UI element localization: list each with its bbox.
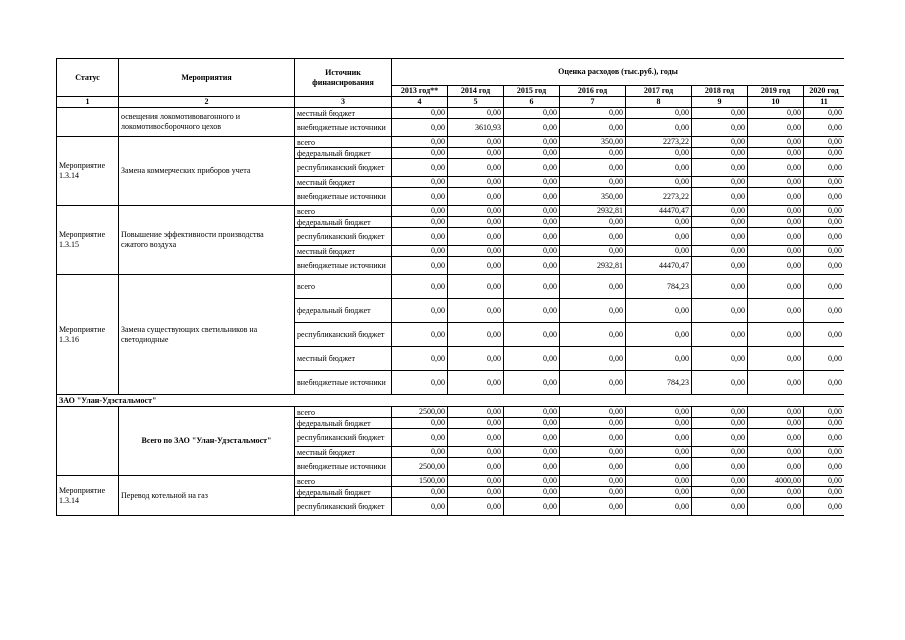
value-cell: 0,00 <box>804 476 845 487</box>
source-cell: федеральный бюджет <box>295 148 392 159</box>
value-cell: 0,00 <box>804 188 845 206</box>
value-cell: 784,23 <box>626 371 692 395</box>
value-cell: 0,00 <box>504 418 560 429</box>
value-cell: 44470,47 <box>626 257 692 275</box>
value-cell: 0,00 <box>560 447 626 458</box>
value-cell: 0,00 <box>392 246 448 257</box>
status-cell: Мероприятие 1.3.14 <box>57 476 119 516</box>
value-cell: 0,00 <box>560 371 626 395</box>
value-cell: 0,00 <box>804 418 845 429</box>
source-cell: федеральный бюджет <box>295 299 392 323</box>
value-cell: 0,00 <box>504 371 560 395</box>
value-cell: 0,00 <box>692 447 748 458</box>
value-cell: 0,00 <box>448 257 504 275</box>
value-cell: 0,00 <box>504 228 560 246</box>
value-cell: 0,00 <box>626 108 692 119</box>
value-cell: 0,00 <box>392 498 448 516</box>
value-cell: 0,00 <box>560 108 626 119</box>
value-cell: 0,00 <box>392 108 448 119</box>
value-cell: 0,00 <box>448 148 504 159</box>
value-cell: 0,00 <box>560 275 626 299</box>
header-year-7: 2019 год <box>748 86 804 97</box>
header-event: Мероприятия <box>119 59 295 97</box>
value-cell: 0,00 <box>392 275 448 299</box>
header-col-number-8: 8 <box>626 97 692 108</box>
value-cell: 0,00 <box>804 371 845 395</box>
value-cell: 0,00 <box>448 323 504 347</box>
value-cell: 0,00 <box>748 347 804 371</box>
value-cell: 0,00 <box>560 429 626 447</box>
source-cell: местный бюджет <box>295 447 392 458</box>
value-cell: 0,00 <box>560 407 626 418</box>
value-cell: 0,00 <box>626 458 692 476</box>
value-cell: 0,00 <box>692 458 748 476</box>
value-cell: 0,00 <box>504 476 560 487</box>
header-year-2: 2014 год <box>448 86 504 97</box>
header-col-number-5: 5 <box>448 97 504 108</box>
header-col-number-7: 7 <box>560 97 626 108</box>
value-cell: 0,00 <box>748 108 804 119</box>
source-cell: республиканский бюджет <box>295 323 392 347</box>
value-cell: 0,00 <box>392 217 448 228</box>
header-year-6: 2018 год <box>692 86 748 97</box>
value-cell: 0,00 <box>504 407 560 418</box>
value-cell: 0,00 <box>626 418 692 429</box>
value-cell: 0,00 <box>692 108 748 119</box>
value-cell: 0,00 <box>626 407 692 418</box>
header-col-number-6: 6 <box>504 97 560 108</box>
value-cell: 2500,00 <box>392 458 448 476</box>
value-cell: 0,00 <box>804 429 845 447</box>
source-cell: местный бюджет <box>295 347 392 371</box>
value-cell: 0,00 <box>448 228 504 246</box>
value-cell: 0,00 <box>626 476 692 487</box>
value-cell: 0,00 <box>560 246 626 257</box>
value-cell: 0,00 <box>626 159 692 177</box>
value-cell: 0,00 <box>692 498 748 516</box>
value-cell: 0,00 <box>560 177 626 188</box>
source-cell: федеральный бюджет <box>295 487 392 498</box>
table-row <box>57 108 845 119</box>
value-cell: 2932,81 <box>560 206 626 217</box>
value-cell: 2500,00 <box>392 407 448 418</box>
source-cell: всего <box>295 407 392 418</box>
value-cell: 0,00 <box>392 487 448 498</box>
value-cell: 0,00 <box>560 119 626 137</box>
header-year-4: 2016 год <box>560 86 626 97</box>
source-cell: республиканский бюджет <box>295 498 392 516</box>
source-cell: внебюджетные источники <box>295 371 392 395</box>
value-cell: 0,00 <box>692 323 748 347</box>
source-cell: федеральный бюджет <box>295 418 392 429</box>
value-cell: 0,00 <box>804 447 845 458</box>
value-cell: 0,00 <box>448 159 504 177</box>
table-header <box>57 59 845 108</box>
value-cell: 0,00 <box>748 246 804 257</box>
value-cell: 0,00 <box>448 177 504 188</box>
value-cell: 0,00 <box>392 137 448 148</box>
value-cell: 4000,00 <box>748 476 804 487</box>
value-cell: 0,00 <box>748 323 804 347</box>
value-cell: 0,00 <box>748 217 804 228</box>
value-cell: 0,00 <box>748 177 804 188</box>
value-cell: 0,00 <box>804 347 845 371</box>
value-cell: 0,00 <box>392 447 448 458</box>
table-row <box>57 407 845 418</box>
value-cell: 0,00 <box>692 137 748 148</box>
value-cell: 0,00 <box>504 447 560 458</box>
value-cell: 350,00 <box>560 188 626 206</box>
value-cell: 0,00 <box>804 206 845 217</box>
source-cell: федеральный бюджет <box>295 217 392 228</box>
value-cell: 0,00 <box>504 119 560 137</box>
value-cell: 0,00 <box>504 257 560 275</box>
value-cell: 0,00 <box>692 257 748 275</box>
value-cell: 0,00 <box>560 217 626 228</box>
value-cell: 0,00 <box>392 418 448 429</box>
value-cell: 0,00 <box>804 407 845 418</box>
source-cell: местный бюджет <box>295 177 392 188</box>
value-cell: 2273,22 <box>626 137 692 148</box>
value-cell: 0,00 <box>626 217 692 228</box>
header-year-8: 2020 год <box>804 86 845 97</box>
value-cell: 0,00 <box>804 177 845 188</box>
source-cell: внебюджетные источники <box>295 188 392 206</box>
value-cell: 0,00 <box>392 299 448 323</box>
value-cell: 0,00 <box>804 257 845 275</box>
value-cell: 0,00 <box>448 217 504 228</box>
value-cell: 0,00 <box>748 275 804 299</box>
value-cell: 2273,22 <box>626 188 692 206</box>
value-cell: 0,00 <box>692 228 748 246</box>
value-cell: 0,00 <box>804 159 845 177</box>
value-cell: 2932,81 <box>560 257 626 275</box>
value-cell: 0,00 <box>692 299 748 323</box>
header-estimate: Оценка расходов (тыс.руб.), годы <box>392 59 845 86</box>
value-cell: 0,00 <box>626 228 692 246</box>
value-cell: 0,00 <box>392 188 448 206</box>
value-cell: 0,00 <box>626 447 692 458</box>
value-cell: 0,00 <box>804 228 845 246</box>
value-cell: 0,00 <box>392 119 448 137</box>
value-cell: 0,00 <box>748 188 804 206</box>
value-cell: 0,00 <box>560 487 626 498</box>
table-row <box>57 476 845 487</box>
value-cell: 0,00 <box>626 429 692 447</box>
value-cell: 0,00 <box>504 159 560 177</box>
value-cell: 0,00 <box>804 299 845 323</box>
value-cell: 0,00 <box>448 429 504 447</box>
value-cell: 0,00 <box>692 206 748 217</box>
value-cell: 0,00 <box>748 498 804 516</box>
header-status: Статус <box>57 59 119 97</box>
value-cell: 0,00 <box>692 371 748 395</box>
value-cell: 0,00 <box>804 108 845 119</box>
value-cell: 3610,93 <box>448 119 504 137</box>
value-cell: 784,23 <box>626 275 692 299</box>
value-cell: 0,00 <box>748 257 804 275</box>
source-cell: республиканский бюджет <box>295 159 392 177</box>
value-cell: 0,00 <box>504 498 560 516</box>
table-row <box>57 275 845 299</box>
value-cell: 0,00 <box>560 159 626 177</box>
header-col-number-3: 3 <box>295 97 392 108</box>
value-cell: 0,00 <box>504 137 560 148</box>
value-cell: 0,00 <box>504 458 560 476</box>
value-cell: 44470,47 <box>626 206 692 217</box>
value-cell: 0,00 <box>626 148 692 159</box>
value-cell: 0,00 <box>504 177 560 188</box>
value-cell: 0,00 <box>448 299 504 323</box>
table-body <box>57 108 845 516</box>
value-cell: 0,00 <box>804 498 845 516</box>
value-cell: 0,00 <box>804 148 845 159</box>
value-cell: 0,00 <box>804 246 845 257</box>
table-row <box>57 137 845 148</box>
value-cell: 0,00 <box>626 119 692 137</box>
event-cell: Замена коммерческих приборов учета <box>119 137 295 206</box>
header-year-1: 2013 год** <box>392 86 448 97</box>
value-cell: 0,00 <box>748 418 804 429</box>
value-cell: 0,00 <box>626 177 692 188</box>
value-cell: 0,00 <box>504 347 560 371</box>
source-cell: республиканский бюджет <box>295 228 392 246</box>
value-cell: 0,00 <box>692 275 748 299</box>
header-col-number-1: 1 <box>57 97 119 108</box>
value-cell: 350,00 <box>560 137 626 148</box>
value-cell: 0,00 <box>748 206 804 217</box>
value-cell: 0,00 <box>448 371 504 395</box>
value-cell: 0,00 <box>504 487 560 498</box>
value-cell: 0,00 <box>392 159 448 177</box>
table-row <box>57 206 845 217</box>
document-page <box>56 58 844 578</box>
header-col-number-9: 9 <box>692 97 748 108</box>
value-cell: 0,00 <box>448 246 504 257</box>
value-cell: 0,00 <box>448 347 504 371</box>
value-cell: 0,00 <box>692 119 748 137</box>
value-cell: 0,00 <box>748 148 804 159</box>
header-col-number-4: 4 <box>392 97 448 108</box>
value-cell: 0,00 <box>392 323 448 347</box>
value-cell: 0,00 <box>748 487 804 498</box>
header-numbers-row <box>57 97 845 108</box>
value-cell: 0,00 <box>504 148 560 159</box>
value-cell: 0,00 <box>692 347 748 371</box>
value-cell: 0,00 <box>748 137 804 148</box>
source-cell: всего <box>295 275 392 299</box>
value-cell: 0,00 <box>804 487 845 498</box>
value-cell: 0,00 <box>560 347 626 371</box>
source-cell: всего <box>295 206 392 217</box>
value-cell: 0,00 <box>560 418 626 429</box>
status-cell <box>57 407 119 476</box>
header-col-number-2: 2 <box>119 97 295 108</box>
value-cell: 0,00 <box>692 188 748 206</box>
status-cell <box>57 108 119 137</box>
value-cell: 0,00 <box>692 148 748 159</box>
value-cell: 0,00 <box>504 323 560 347</box>
value-cell: 0,00 <box>748 371 804 395</box>
value-cell: 1500,00 <box>392 476 448 487</box>
org-total-cell: Всего по ЗАО "Улан-Удэстальмост" <box>119 407 295 476</box>
value-cell: 0,00 <box>392 148 448 159</box>
value-cell: 0,00 <box>448 487 504 498</box>
value-cell: 0,00 <box>748 159 804 177</box>
value-cell: 0,00 <box>504 299 560 323</box>
value-cell: 0,00 <box>392 371 448 395</box>
source-cell: внебюджетные источники <box>295 257 392 275</box>
status-cell: Мероприятие 1.3.15 <box>57 206 119 275</box>
value-cell: 0,00 <box>504 188 560 206</box>
value-cell: 0,00 <box>448 447 504 458</box>
value-cell: 0,00 <box>692 476 748 487</box>
value-cell: 0,00 <box>626 246 692 257</box>
value-cell: 0,00 <box>448 137 504 148</box>
value-cell: 0,00 <box>748 429 804 447</box>
value-cell: 0,00 <box>804 323 845 347</box>
value-cell: 0,00 <box>448 458 504 476</box>
value-cell: 0,00 <box>748 458 804 476</box>
value-cell: 0,00 <box>748 119 804 137</box>
budget-table <box>56 58 844 516</box>
value-cell: 0,00 <box>804 119 845 137</box>
value-cell: 0,00 <box>504 217 560 228</box>
source-cell: внебюджетные источники <box>295 458 392 476</box>
header-year-5: 2017 год <box>626 86 692 97</box>
header-col-number-10: 10 <box>748 97 804 108</box>
value-cell: 0,00 <box>448 108 504 119</box>
header-year-3: 2015 год <box>504 86 560 97</box>
value-cell: 0,00 <box>392 257 448 275</box>
header-source: Источник финансирования <box>295 59 392 97</box>
event-cell: Перевод котельной на газ <box>119 476 295 516</box>
status-cell: Мероприятие 1.3.16 <box>57 275 119 395</box>
value-cell: 0,00 <box>748 407 804 418</box>
value-cell: 0,00 <box>692 246 748 257</box>
value-cell: 0,00 <box>392 228 448 246</box>
header-col-number-11: 11 <box>804 97 845 108</box>
value-cell: 0,00 <box>448 498 504 516</box>
value-cell: 0,00 <box>692 429 748 447</box>
value-cell: 0,00 <box>392 206 448 217</box>
value-cell: 0,00 <box>626 498 692 516</box>
value-cell: 0,00 <box>626 487 692 498</box>
value-cell: 0,00 <box>560 148 626 159</box>
value-cell: 0,00 <box>392 347 448 371</box>
value-cell: 0,00 <box>504 429 560 447</box>
value-cell: 0,00 <box>626 323 692 347</box>
value-cell: 0,00 <box>560 458 626 476</box>
value-cell: 0,00 <box>692 159 748 177</box>
value-cell: 0,00 <box>804 458 845 476</box>
value-cell: 0,00 <box>692 487 748 498</box>
value-cell: 0,00 <box>448 206 504 217</box>
value-cell: 0,00 <box>504 206 560 217</box>
source-cell: внебюджетные источники <box>295 119 392 137</box>
value-cell: 0,00 <box>692 418 748 429</box>
value-cell: 0,00 <box>392 429 448 447</box>
source-cell: всего <box>295 476 392 487</box>
source-cell: местный бюджет <box>295 246 392 257</box>
value-cell: 0,00 <box>560 323 626 347</box>
event-cell: Повышение эффективности производства сжатого воздуха <box>119 206 295 275</box>
value-cell: 0,00 <box>692 177 748 188</box>
value-cell: 0,00 <box>504 246 560 257</box>
value-cell: 0,00 <box>560 228 626 246</box>
organization-row <box>57 395 845 407</box>
value-cell: 0,00 <box>804 137 845 148</box>
event-cell: Замена существующих светильников на светодиодные <box>119 275 295 395</box>
value-cell: 0,00 <box>448 476 504 487</box>
value-cell: 0,00 <box>748 228 804 246</box>
value-cell: 0,00 <box>392 177 448 188</box>
value-cell: 0,00 <box>748 299 804 323</box>
value-cell: 0,00 <box>448 275 504 299</box>
value-cell: 0,00 <box>748 447 804 458</box>
value-cell: 0,00 <box>560 476 626 487</box>
source-cell: всего <box>295 137 392 148</box>
value-cell: 0,00 <box>504 275 560 299</box>
value-cell: 0,00 <box>692 217 748 228</box>
organization-title: ЗАО "Улан-Удэстальмост" <box>57 395 845 407</box>
value-cell: 0,00 <box>626 347 692 371</box>
value-cell: 0,00 <box>448 407 504 418</box>
value-cell: 0,00 <box>560 498 626 516</box>
value-cell: 0,00 <box>626 299 692 323</box>
value-cell: 0,00 <box>448 418 504 429</box>
value-cell: 0,00 <box>804 275 845 299</box>
event-cell: освещения локомотивовагонного и локомотивосборочного цехов <box>119 108 295 137</box>
value-cell: 0,00 <box>504 108 560 119</box>
source-cell: республиканский бюджет <box>295 429 392 447</box>
source-cell: местный бюджет <box>295 108 392 119</box>
value-cell: 0,00 <box>560 299 626 323</box>
value-cell: 0,00 <box>448 188 504 206</box>
status-cell: Мероприятие 1.3.14 <box>57 137 119 206</box>
value-cell: 0,00 <box>804 217 845 228</box>
value-cell: 0,00 <box>692 407 748 418</box>
